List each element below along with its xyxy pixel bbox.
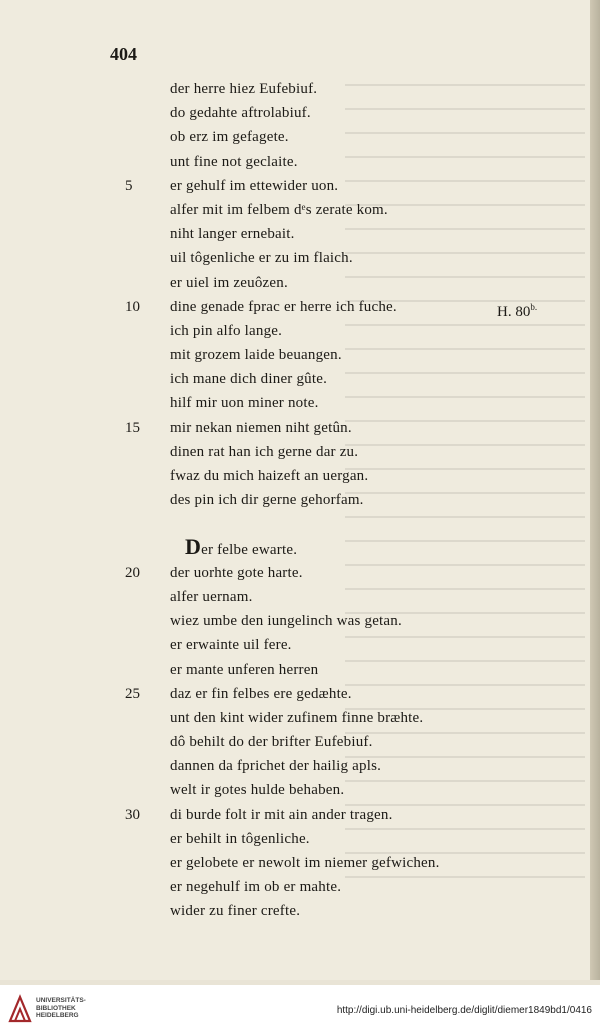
line-number: 30	[125, 806, 140, 823]
verse-line	[0, 246, 590, 270]
line-text: dô behilt do der brifter Eufebiuf.	[170, 734, 373, 751]
verse-line	[0, 319, 590, 343]
line-text: wider zu finer crefte.	[170, 903, 301, 920]
line-text: uil tôgenliche er zu im flaich.	[170, 250, 353, 267]
verse-line	[0, 827, 590, 851]
line-text: unt den kint wider zufinem finne bræhte.	[170, 709, 424, 726]
verse-line	[0, 125, 590, 149]
verse-line	[0, 730, 590, 754]
verse-line	[0, 609, 590, 633]
line-text: mit grozem laide beuangen.	[170, 347, 342, 364]
line-text: des pin ich dir gerne gehorfam.	[170, 492, 364, 509]
verse-line	[0, 633, 590, 657]
line-text: er erwainte uil fere.	[170, 637, 292, 654]
line-number: 25	[125, 685, 140, 702]
verse-line	[0, 899, 590, 923]
line-text: welt ir gotes hulde behaben.	[170, 782, 345, 799]
verse-line	[0, 391, 590, 415]
verse-line	[0, 101, 590, 125]
verse-line	[0, 174, 590, 198]
verse-line	[0, 875, 590, 899]
line-text: fwaz du mich haizeft an uergan.	[170, 468, 369, 484]
line-text: unt fine not geclaite.	[170, 153, 298, 170]
page-edge	[590, 0, 600, 980]
verse-line	[0, 706, 590, 730]
line-number: 10	[125, 298, 140, 315]
verse-line	[0, 803, 590, 827]
line-text: ich mane dich diner gûte.	[170, 371, 328, 388]
line-text: er behilt in tôgenliche.	[170, 830, 310, 847]
line-text: di burde folt ir mit ain ander tragen.	[170, 806, 393, 823]
verse-line	[0, 561, 590, 585]
line-text: do gedahte aftrolabiuf.	[170, 105, 311, 122]
line-text: alfer mit im felbem dᵉs zerate kom.	[170, 201, 388, 218]
verse-line	[0, 343, 590, 367]
line-text: er gehulf im ettewider uon.	[170, 177, 339, 194]
line-number: 5	[125, 177, 133, 194]
verse-block	[0, 77, 590, 924]
drop-initial: D	[185, 533, 202, 559]
line-text: ich pin alfo lange.	[170, 322, 283, 339]
line-text: dannen da fprichet der hailig apls.	[170, 758, 382, 775]
heading-text: er felbe ewarte.	[201, 541, 298, 558]
page-number: 404	[110, 44, 137, 64]
verse-line	[0, 754, 590, 778]
line-text: alfer uernam.	[170, 588, 253, 605]
verse-line	[0, 271, 590, 295]
verse-line	[0, 488, 590, 512]
line-text: der herre hiez Eufebiuf.	[170, 81, 318, 97]
library-logo-icon	[8, 993, 32, 1023]
verse-line	[0, 150, 590, 174]
line-number: 15	[125, 419, 140, 436]
verse-line	[0, 222, 590, 246]
line-number: 20	[125, 564, 140, 581]
verse-line	[0, 682, 590, 706]
line-text: daz er fin felbes ere gedæhte.	[170, 685, 352, 702]
line-text: er mante unferen herren	[170, 661, 319, 678]
source-url[interactable]: http://digi.ub.uni-heidelberg.de/diglit/diemer1849bd1/0416	[336, 1005, 592, 1016]
line-text: hilf mir uon miner note.	[170, 395, 319, 412]
verse-line	[0, 778, 590, 802]
line-text: dine genade fprac er herre ich fuche.	[170, 298, 397, 315]
line-text: der uorhte gote harte.	[170, 564, 303, 581]
line-text: er negehulf im ob er mahte.	[170, 879, 342, 896]
verse-line	[0, 367, 590, 391]
library-name: UNIVERSITÄTS- BIBLIOTHEK HEIDELBERG	[36, 997, 86, 1019]
line-text: er uiel im zeuôzen.	[170, 274, 288, 291]
footer-bar	[0, 985, 600, 1030]
line-text: wiez umbe den iungelinch was getan.	[170, 613, 402, 630]
verse-line	[0, 416, 590, 440]
verse-line	[0, 198, 590, 222]
verse-line	[0, 77, 590, 101]
line-text: mir nekan niemen niht getûn.	[170, 419, 352, 436]
line-text: ob erz im gefagete.	[170, 129, 289, 146]
verse-line	[0, 440, 590, 464]
verse-line	[0, 851, 590, 875]
line-text: niht langer ernebait.	[170, 226, 295, 243]
line-text: dinen rat han ich gerne dar zu.	[170, 443, 359, 460]
marginal-reference: H. $80^{b.}$	[497, 301, 538, 320]
verse-line	[0, 464, 590, 488]
verse-line	[0, 658, 590, 682]
verse-line	[0, 295, 590, 319]
line-text: er gelobete er newolt im niemer gefwichen.	[170, 855, 440, 871]
verse-line	[0, 585, 590, 609]
section-heading	[0, 533, 590, 561]
